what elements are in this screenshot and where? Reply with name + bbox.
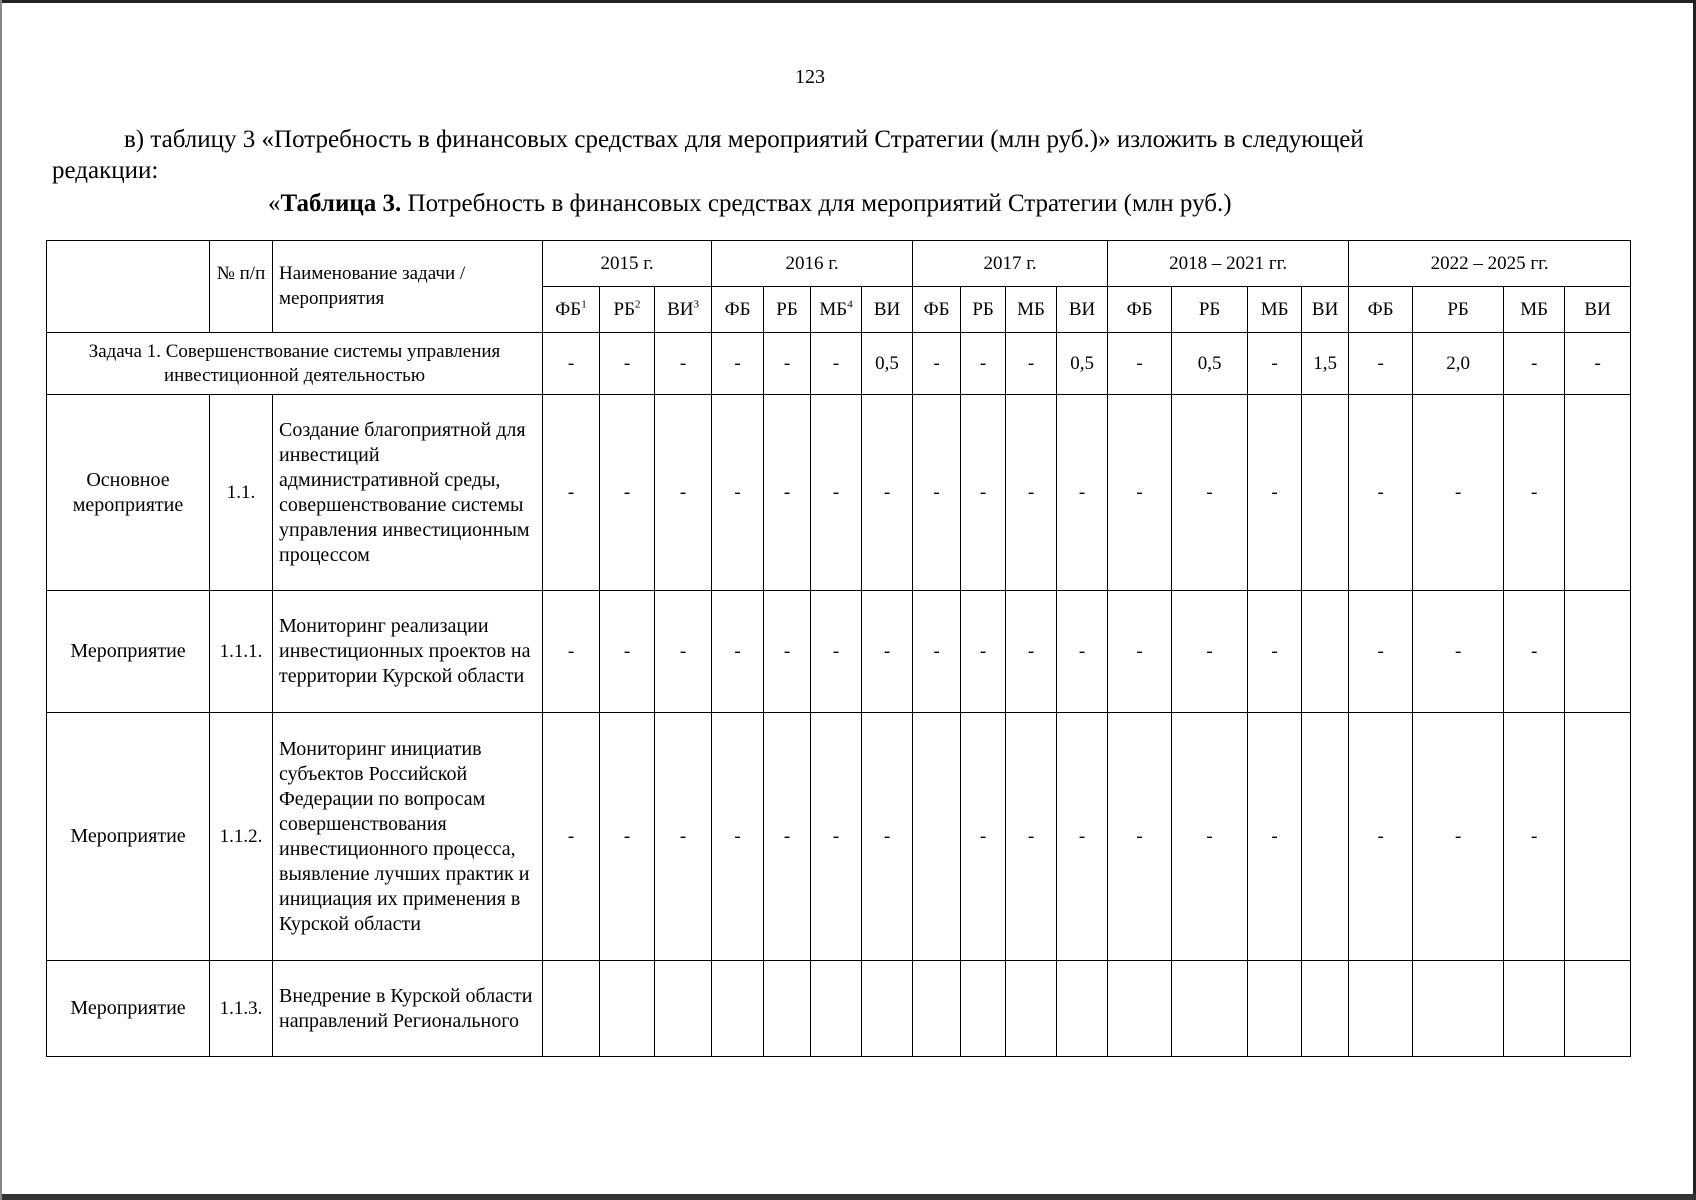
page-number: 123 [795, 66, 825, 88]
activity-value [1413, 961, 1504, 1057]
activity-value: - [862, 395, 913, 591]
activity-value: - [543, 591, 600, 713]
task-value: - [1248, 333, 1302, 395]
intro-line-2: редакции: [52, 157, 159, 184]
activity-value: - [1108, 713, 1172, 961]
task-row [47, 333, 1631, 395]
header-source-label: ФБ [1126, 299, 1153, 320]
activity-value: - [1108, 395, 1172, 591]
scan-border-bottom [0, 1194, 1696, 1200]
task-value: 2,0 [1413, 333, 1504, 395]
header-source [1413, 287, 1504, 333]
activity-value: - [655, 713, 712, 961]
activity-value [1565, 961, 1631, 1057]
activity-value [1302, 961, 1349, 1057]
header-source [1349, 287, 1413, 333]
header-source [1302, 287, 1349, 333]
activity-value [1302, 713, 1349, 961]
activity-value: - [1057, 591, 1108, 713]
header-source [1504, 287, 1565, 333]
footnote-mark: 2 [634, 298, 641, 311]
header-source-label: ВИ [1068, 299, 1096, 320]
task-value: - [1108, 333, 1172, 395]
activity-value: - [961, 713, 1006, 961]
activity-num: 1.1.3. [210, 961, 273, 1057]
header-source [655, 287, 712, 333]
footnote-mark: 1 [581, 298, 587, 311]
activity-value: - [1057, 713, 1108, 961]
table-title-text: Потребность в финансовых средствах для мероприятий Стратегии (млн руб.) [401, 190, 1232, 217]
task-value: 0,5 [1172, 333, 1248, 395]
header-source-label: ФБ [555, 299, 582, 320]
activity-value: - [764, 395, 811, 591]
intro-paragraph [52, 124, 1652, 186]
activity-value: - [1349, 713, 1413, 961]
header-period: 2015 г. [543, 241, 712, 287]
activity-value: - [655, 395, 712, 591]
activity-value: - [1248, 713, 1302, 961]
activity-value: - [811, 713, 862, 961]
activity-value [913, 713, 961, 961]
header-name: Наименование задачи / мероприятия [273, 241, 543, 333]
activity-row [47, 713, 1631, 961]
header-source-label: МБ [819, 299, 848, 320]
activity-kind: Мероприятие [47, 591, 210, 713]
activity-value: - [1172, 713, 1248, 961]
task-value: 1,5 [1302, 333, 1349, 395]
activity-value: - [600, 395, 655, 591]
header-source-label: ВИ [667, 299, 694, 320]
task-value: - [1006, 333, 1057, 395]
header-source [1108, 287, 1172, 333]
activity-value: - [712, 591, 764, 713]
activity-name: Создание благоприятной для инвестиций административной среды, совершенствование системы управления инвестиционным процессом [273, 395, 543, 591]
activity-value [764, 961, 811, 1057]
task-value: - [1349, 333, 1413, 395]
header-source-label: ВИ [1584, 299, 1611, 320]
activity-num: 1.1. [210, 395, 273, 591]
header-source-label: МБ [1520, 299, 1549, 320]
activity-value: - [543, 713, 600, 961]
header-source [712, 287, 764, 333]
footnote-mark: 4 [847, 298, 853, 311]
header-source-label: ФБ [724, 299, 751, 320]
scan-border-top [0, 0, 1696, 3]
header-source [862, 287, 913, 333]
task-value: 0,5 [862, 333, 913, 395]
header-source [1248, 287, 1302, 333]
activity-value [1302, 395, 1349, 591]
activity-value [1565, 591, 1631, 713]
activity-value: - [1057, 395, 1108, 591]
activity-value: - [543, 395, 600, 591]
activity-value: - [862, 713, 913, 961]
activity-value [600, 961, 655, 1057]
header-source [1565, 287, 1631, 333]
table-title-quote: « [268, 190, 281, 217]
header-source-label: ВИ [873, 299, 901, 320]
activity-value [1108, 961, 1172, 1057]
table-title [268, 190, 1232, 218]
header-source-label: РБ [972, 299, 994, 320]
header-source [1006, 287, 1057, 333]
activity-value: - [1504, 395, 1565, 591]
activity-name: Мониторинг инициатив субъектов Российской Федерации по вопросам совершенствования инвестиционного процесса, выявление лучших практик и инициация их применения в Курской области [273, 713, 543, 961]
activity-value: - [1248, 591, 1302, 713]
header-period: 2018 – 2021 гг. [1108, 241, 1349, 287]
activity-value: - [1006, 591, 1057, 713]
activity-value: - [811, 395, 862, 591]
header-source [600, 287, 655, 333]
financing-table [46, 240, 1631, 1057]
task-value: - [1565, 333, 1631, 395]
header-period: 2017 г. [913, 241, 1108, 287]
header-source-label: РБ [1198, 299, 1221, 320]
activity-value: - [1504, 591, 1565, 713]
intro-line-1: в) таблицу 3 «Потребность в финансовых средствах для мероприятий Стратегии (млн руб.)» изложить в следующей [124, 126, 1364, 153]
activity-value [1302, 591, 1349, 713]
header-source-label: ВИ [1311, 299, 1339, 320]
activity-row [47, 591, 1631, 713]
activity-value [913, 961, 961, 1057]
activity-value: - [1172, 591, 1248, 713]
activity-value: - [712, 713, 764, 961]
activity-num: 1.1.2. [210, 713, 273, 961]
activity-name: Мониторинг реализации инвестиционных проектов на территории Курской области [273, 591, 543, 713]
activity-value [1248, 961, 1302, 1057]
activity-kind: Основное мероприятие [47, 395, 210, 591]
activity-row [47, 395, 1631, 591]
task-value: 0,5 [1057, 333, 1108, 395]
table-title-label: Таблица 3. [280, 190, 402, 217]
task-value: - [1504, 333, 1565, 395]
activity-value: - [811, 591, 862, 713]
activity-value: - [1413, 713, 1504, 961]
activity-value: - [1006, 395, 1057, 591]
activity-kind: Мероприятие [47, 961, 210, 1057]
activity-value: - [913, 591, 961, 713]
activity-value: - [913, 395, 961, 591]
header-period: 2022 – 2025 гг. [1349, 241, 1631, 287]
activity-name: Внедрение в Курской области направлений Регионального [273, 961, 543, 1057]
activity-value: - [961, 591, 1006, 713]
activity-value: - [600, 713, 655, 961]
header-blank-cell [47, 241, 210, 333]
activity-value: - [1248, 395, 1302, 591]
activity-value [811, 961, 862, 1057]
activity-value: - [1006, 713, 1057, 961]
task-name: Задача 1. Совершенствование системы управления инвестиционной деятельностью [47, 333, 543, 395]
activity-value: - [1413, 591, 1504, 713]
activity-value: - [1504, 713, 1565, 961]
activity-value: - [764, 713, 811, 961]
activity-value: - [1413, 395, 1504, 591]
activity-value: - [961, 395, 1006, 591]
header-source-label: РБ [1447, 299, 1469, 320]
activity-value: - [764, 591, 811, 713]
activity-value: - [1349, 591, 1413, 713]
activity-value [655, 961, 712, 1057]
activity-value [1172, 961, 1248, 1057]
activity-value: - [655, 591, 712, 713]
activity-value [1565, 713, 1631, 961]
header-source [1057, 287, 1108, 333]
activity-value [712, 961, 764, 1057]
header-source [913, 287, 961, 333]
task-value: - [712, 333, 764, 395]
activity-value: - [1349, 395, 1413, 591]
header-source-label: ФБ [923, 299, 950, 320]
activity-value [862, 961, 913, 1057]
activity-value: - [600, 591, 655, 713]
header-source-label: МБ [1260, 299, 1289, 320]
header-source [811, 287, 862, 333]
header-source [764, 287, 811, 333]
activity-value [961, 961, 1006, 1057]
activity-value: - [712, 395, 764, 591]
header-source [961, 287, 1006, 333]
task-value: - [811, 333, 862, 395]
task-value: - [961, 333, 1006, 395]
activity-kind: Мероприятие [47, 713, 210, 961]
header-source [543, 287, 600, 333]
header-source [1172, 287, 1248, 333]
task-value: - [600, 333, 655, 395]
task-value: - [655, 333, 712, 395]
activity-value [1565, 395, 1631, 591]
task-value: - [543, 333, 600, 395]
activity-value [1057, 961, 1108, 1057]
task-value: - [913, 333, 961, 395]
header-period: 2016 г. [712, 241, 913, 287]
activity-num: 1.1.1. [210, 591, 273, 713]
activity-value: - [1172, 395, 1248, 591]
activity-value [1006, 961, 1057, 1057]
header-source-label: РБ [613, 299, 635, 320]
activity-row [47, 961, 1631, 1057]
scan-border-left [0, 0, 2, 1200]
activity-value: - [862, 591, 913, 713]
header-row-periods [47, 241, 1631, 287]
header-num: № п/п [210, 241, 273, 333]
task-value: - [764, 333, 811, 395]
header-source-label: ФБ [1367, 299, 1394, 320]
header-source-label: РБ [776, 299, 798, 320]
activity-value [1504, 961, 1565, 1057]
footnote-mark: 3 [693, 298, 699, 311]
activity-value [1349, 961, 1413, 1057]
activity-value: - [1108, 591, 1172, 713]
header-source-label: МБ [1017, 299, 1045, 320]
activity-value [543, 961, 600, 1057]
